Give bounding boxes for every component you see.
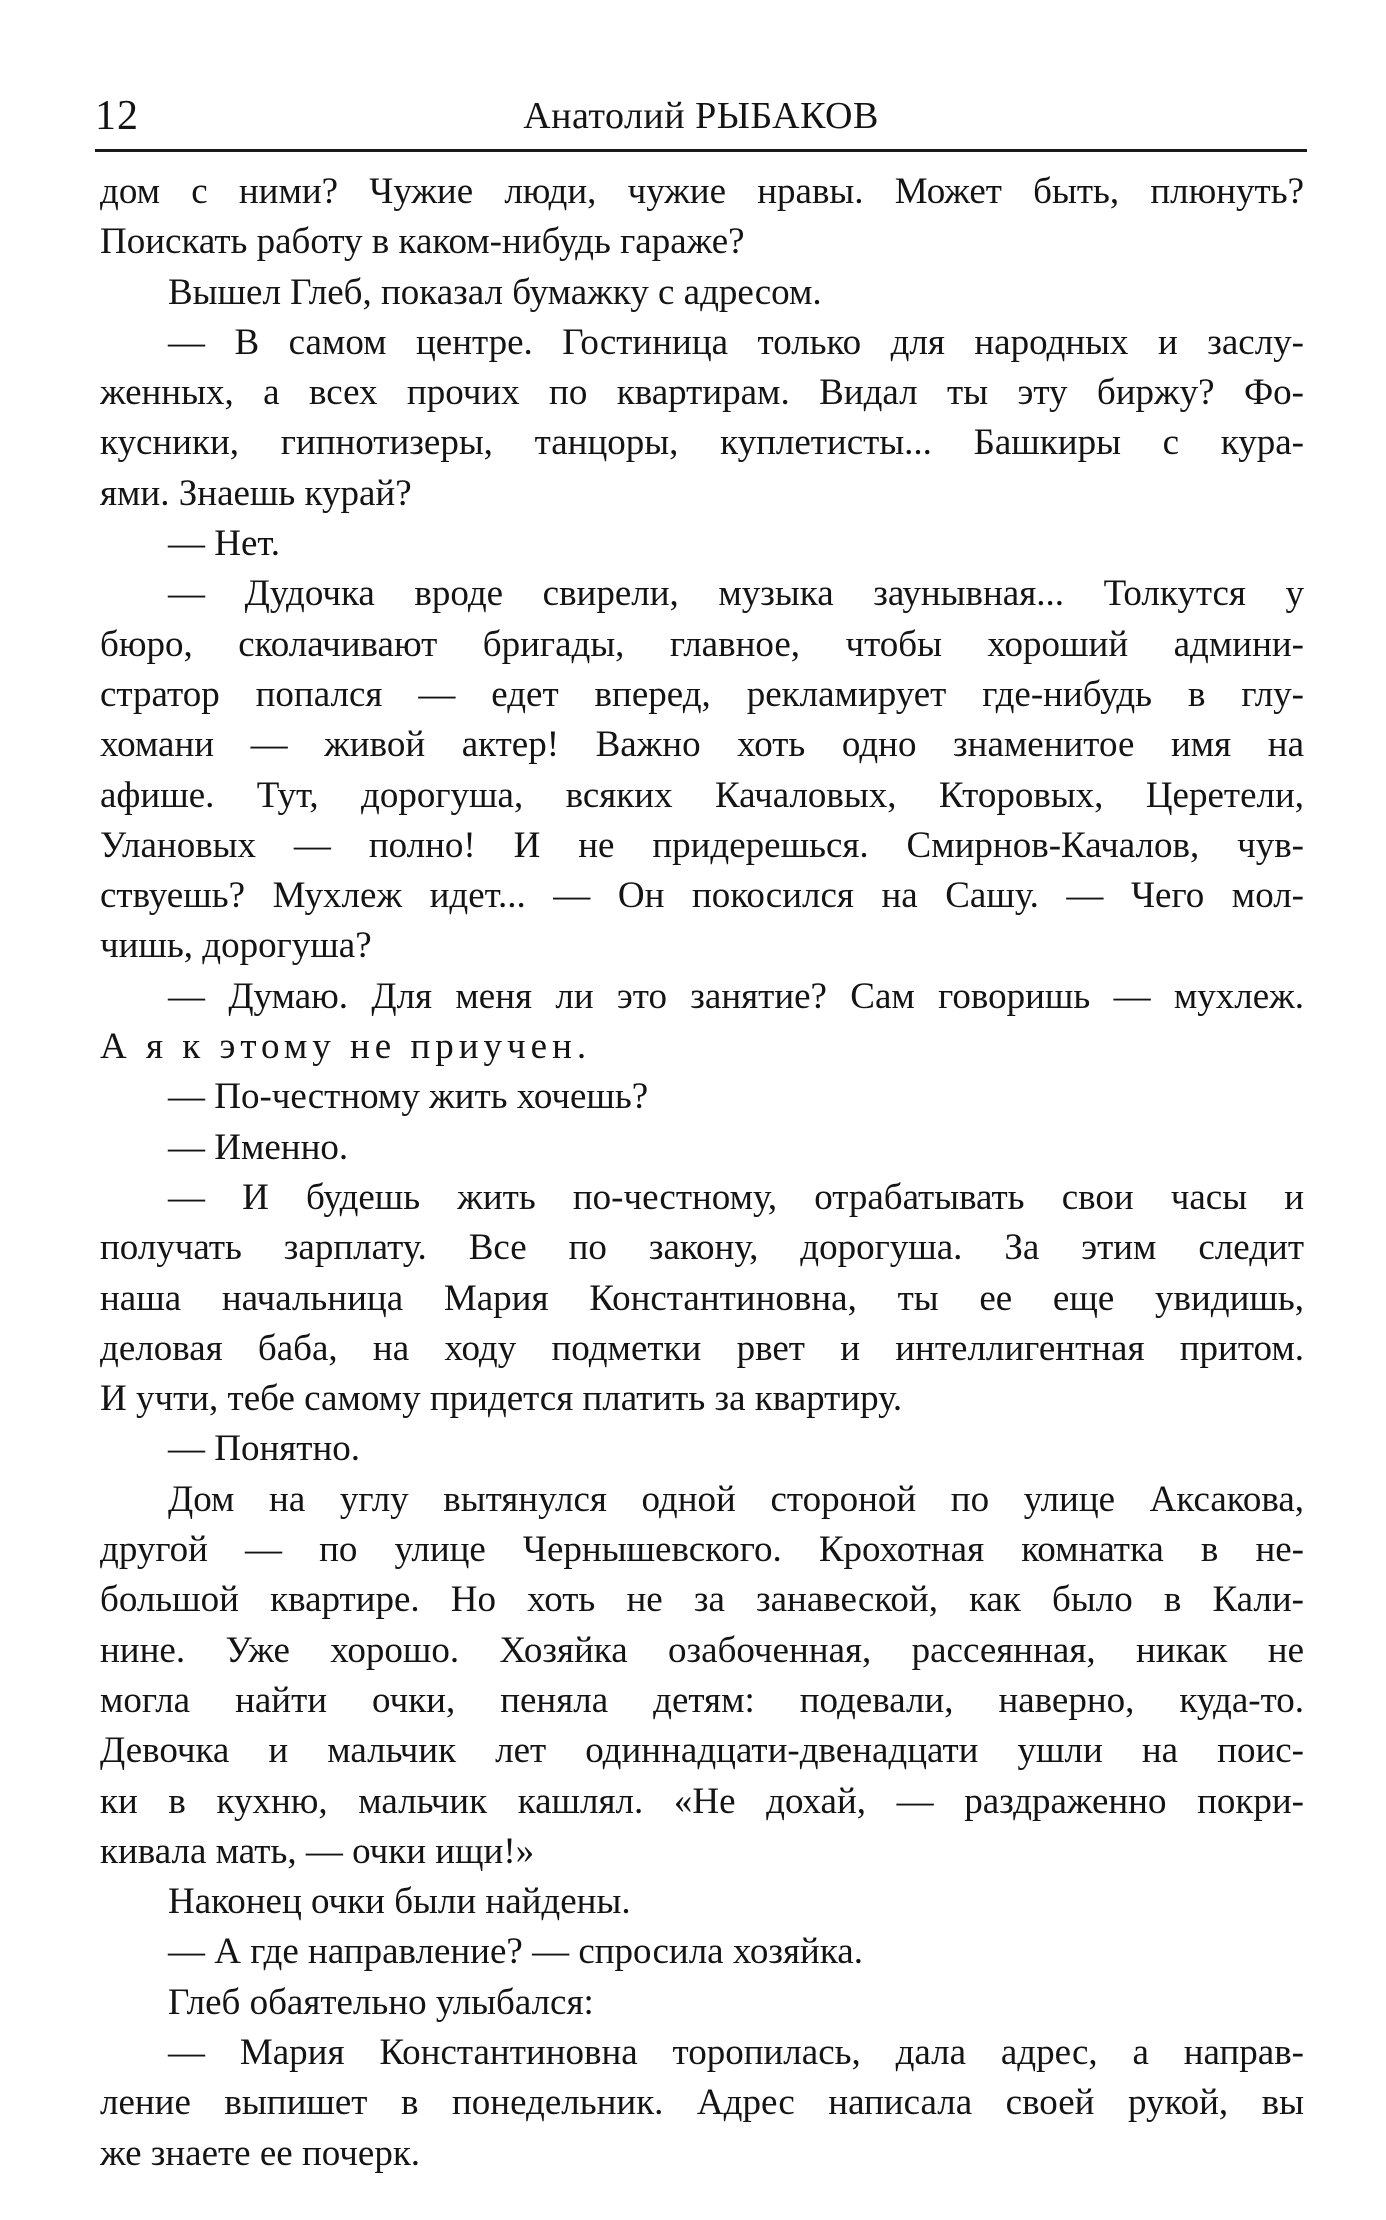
text-line: — Думаю. Для меня ли это занятие? Сам говоришь — мухлеж. [168,975,1304,1017]
text-line: — И будешь жить по-честному, отрабатывать свои часы и [168,1176,1304,1218]
text-line: Поискать работу в каком-нибудь гараже? [100,221,745,263]
text-line: ями. Знаешь курай? [100,472,412,514]
text-line: могла найти очки, пеняла детям: подевали, наверно, куда-то. [100,1679,1304,1721]
text-line: стратор попался — едет вперед, рекламирует где-нибудь в глу- [100,673,1304,715]
text-line: большой квартире. Но хоть не за занавеской, как было в Кали- [100,1579,1304,1621]
text-line: ствуешь? Мухлеж идет... — Он покосился на Сашу. — Чего мол- [100,875,1304,917]
text-line: — Нет. [168,523,281,565]
page-number: 12 [95,93,139,139]
text-line: И учти, тебе самому придется платить за квартиру. [100,1378,903,1420]
text-line: — По-честному жить хочешь? [168,1076,649,1118]
text-line: дом с ними? Чужие люди, чужие нравы. Может быть, плюнуть? [100,171,1304,212]
text-line: — А где направление? — спросила хозяйка. [168,1931,863,1973]
text-line: — Именно. [168,1126,349,1168]
text-line: Наконец очки были найдены. [168,1881,631,1923]
text-line: Глеб обаятельно улыбался: [168,1981,594,2023]
text-line: бюро, сколачивают бригады, главное, чтобы хороший админи- [100,623,1304,665]
text-line: — Дудочка вроде свирели, музыка заунывная... Толкутся у [168,573,1304,615]
text-line: Дом на углу вытянулся одной стороной по улице Аксакова, [168,1478,1304,1520]
text-line: — Мария Константиновна торопилась, дала адрес, а направ- [168,2031,1304,2073]
text-line: — Понятно. [168,1428,361,1470]
text-line: же знаете ее почерк. [100,2132,421,2174]
text-line: женных, а всех прочих по квартирам. Видал ты эту биржу? Фо- [100,372,1304,414]
text-line: кивала мать, — очки ищи!» [100,1830,535,1872]
text-line: ки в кухню, мальчик кашлял. «Не дохай, — раздраженно покри- [100,1780,1304,1822]
text-line: нине. Уже хорошо. Хозяйка озабоченная, рассеянная, никак не [100,1629,1304,1671]
text-line: Девочка и мальчик лет одиннадцати-двенадцати ушли на поис- [100,1730,1304,1772]
page-header [95,88,1307,152]
text-line: Вышел Глеб, показал бумажку с адресом. [168,271,822,313]
text-line: ление выпишет в понедельник. Адрес написала своей рукой, вы [100,2082,1304,2124]
text-line: кусники, гипнотизеры, танцоры, куплетисты... Башкиры с кура- [100,422,1304,464]
text-line: Улановых — полно! И не придерешься. Смирнов-Качалов, чув- [100,824,1304,866]
text-line: чишь, дорогуша? [100,925,372,967]
header-rule [95,149,1307,152]
running-head: Анатолий РЫБАКОВ [523,95,879,137]
text-line: другой — по улице Чернышевского. Крохотная комнатка в не- [100,1529,1304,1571]
text-line: наша начальница Мария Константиновна, ты ее еще увидишь, [100,1277,1304,1319]
text-line: получать зарплату. Все по закону, дорогуша. За этим следит [100,1227,1304,1269]
text-line: — В самом центре. Гостиница только для народных и заслу- [168,321,1304,363]
body-text [100,167,1304,2179]
text-line: деловая баба, на ходу подметки рвет и интеллигентная притом. [100,1327,1304,1369]
text-line: хомани — живой актер! Важно хоть одно знаменитое имя на [100,724,1304,766]
text-line: А я к этому не приучен. [100,1026,592,1068]
text-line: афише. Тут, дорогуша, всяких Качаловых, Кторовых, Церетели, [100,774,1304,816]
